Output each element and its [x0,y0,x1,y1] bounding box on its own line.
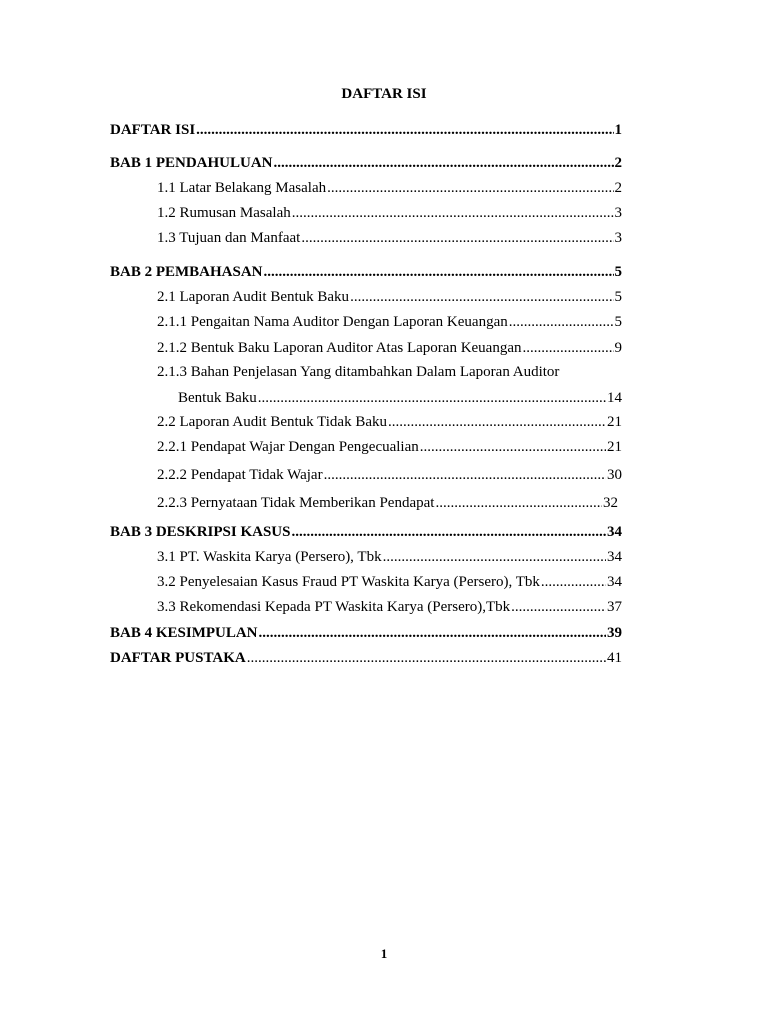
toc-entry-page: 41 [607,650,622,666]
toc-entry-1-3[interactable] [157,229,622,247]
toc-entry-page: 21 [607,439,622,455]
toc-entry-2-2[interactable] [157,413,622,431]
toc-entry-label: 1.2 Rumusan Masalah [157,205,291,221]
toc-entry-label: 2.1.2 Bentuk Baku Laporan Auditor Atas Laporan Keuangan [157,340,522,356]
dot-leader [383,548,606,566]
dot-leader [420,438,606,456]
dot-leader [264,263,614,281]
toc-entry-page: 39 [607,625,622,641]
toc-entry-label: 2.2.2 Pendapat Tidak Wajar [157,467,323,483]
toc-entry-page: 5 [614,289,622,305]
dot-leader [258,389,606,407]
toc-entry-label: 2.1.1 Pengaitan Nama Auditor Dengan Laporan Keuangan [157,314,508,330]
toc-entry-page: 9 [614,340,622,356]
toc-entry-page: 3 [614,205,622,221]
toc-entry-2-1-3[interactable] [178,389,622,407]
toc-entry-label: 3.1 PT. Waskita Karya (Persero), Tbk [157,549,382,565]
toc-entry-3-2[interactable] [157,573,622,591]
toc-entry-label: 1.3 Tujuan dan Manfaat [157,230,301,246]
toc-entry-1-1[interactable] [157,179,622,197]
toc-entry-page: 32 [603,495,618,511]
toc-entry-bab-2[interactable] [110,263,622,281]
toc-entry-2-1-1[interactable] [157,313,622,331]
dot-leader [541,573,606,591]
toc-entry-daftar-isi[interactable] [110,121,622,139]
toc-entry-2-1-3-first-line[interactable]: 2.1.3 Bahan Penjelasan Yang ditambahkan Dalam Laporan Auditor [157,364,560,380]
toc-entry-label: BAB 4 KESIMPULAN [110,625,258,641]
toc-entry-2-2-2[interactable] [157,466,622,484]
dot-leader [523,339,614,357]
dot-leader [291,523,606,541]
toc-entry-bab-4[interactable] [110,624,622,642]
toc-entry-3-3[interactable] [157,598,622,616]
dot-leader [196,121,613,139]
toc-entry-page: 34 [607,549,622,565]
toc-entry-page: 2 [614,180,622,196]
toc-entry-label: 3.3 Rekomendasi Kepada PT Waskita Karya (Persero),Tbk [157,599,511,615]
dot-leader [388,413,606,431]
toc-entry-label: 1.1 Latar Belakang Masalah [157,180,327,196]
toc-entry-page: 14 [607,390,622,406]
toc-entry-2-1[interactable] [157,288,622,306]
dot-leader [509,313,614,331]
toc-entry-page: 2 [614,155,622,171]
dot-leader [292,204,614,222]
toc-entry-label: BAB 1 PENDAHULUAN [110,155,273,171]
toc-entry-3-1[interactable] [157,548,622,566]
toc-entry-page: 34 [607,524,622,540]
toc-entry-page: 37 [607,599,622,615]
toc-entry-2-1-2[interactable] [157,339,622,357]
toc-entry-label: DAFTAR ISI [110,122,196,138]
toc-entry-page: 5 [614,314,622,330]
toc-entry-bab-1[interactable] [110,154,622,172]
toc-entry-label: 3.2 Penyelesaian Kasus Fraud PT Waskita Karya (Persero), Tbk [157,574,540,590]
toc-entry-label: 2.2 Laporan Audit Bentuk Tidak Baku [157,414,387,430]
toc-entry-label: 2.2.1 Pendapat Wajar Dengan Pengecualian [157,439,419,455]
dot-leader [301,229,613,247]
dot-leader [324,466,606,484]
toc-entry-bab-3[interactable] [110,523,622,541]
toc-entry-page: 21 [607,414,622,430]
page-title: DAFTAR ISI [341,86,427,102]
toc-entry-page: 5 [614,264,622,280]
dot-leader [350,288,613,306]
dot-leader [435,494,602,512]
dot-leader [259,624,606,642]
toc-entry-2-2-1[interactable] [157,438,622,456]
dot-leader [511,598,606,616]
page-number: 1 [380,946,388,961]
dot-leader [327,179,613,197]
dot-leader [247,649,606,667]
toc-entry-daftar-pustaka[interactable] [110,649,622,667]
toc-entry-label: DAFTAR PUSTAKA [110,650,246,666]
toc-entry-1-2[interactable] [157,204,622,222]
toc-entry-page: 30 [607,467,622,483]
toc-entry-label: 2.2.3 Pernyataan Tidak Memberikan Pendapat [157,495,435,511]
toc-entry-page: 34 [607,574,622,590]
toc-entry-page: 3 [614,230,622,246]
dot-leader [274,154,614,172]
toc-entry-2-2-3[interactable] [157,494,618,512]
toc-entry-label: BAB 3 DESKRIPSI KASUS [110,524,291,540]
toc-entry-label: BAB 2 PEMBAHASAN [110,264,263,280]
toc-entry-label: Bentuk Baku [178,390,257,406]
toc-entry-label: 2.1 Laporan Audit Bentuk Baku [157,289,350,305]
toc-entry-page: 1 [614,122,622,138]
